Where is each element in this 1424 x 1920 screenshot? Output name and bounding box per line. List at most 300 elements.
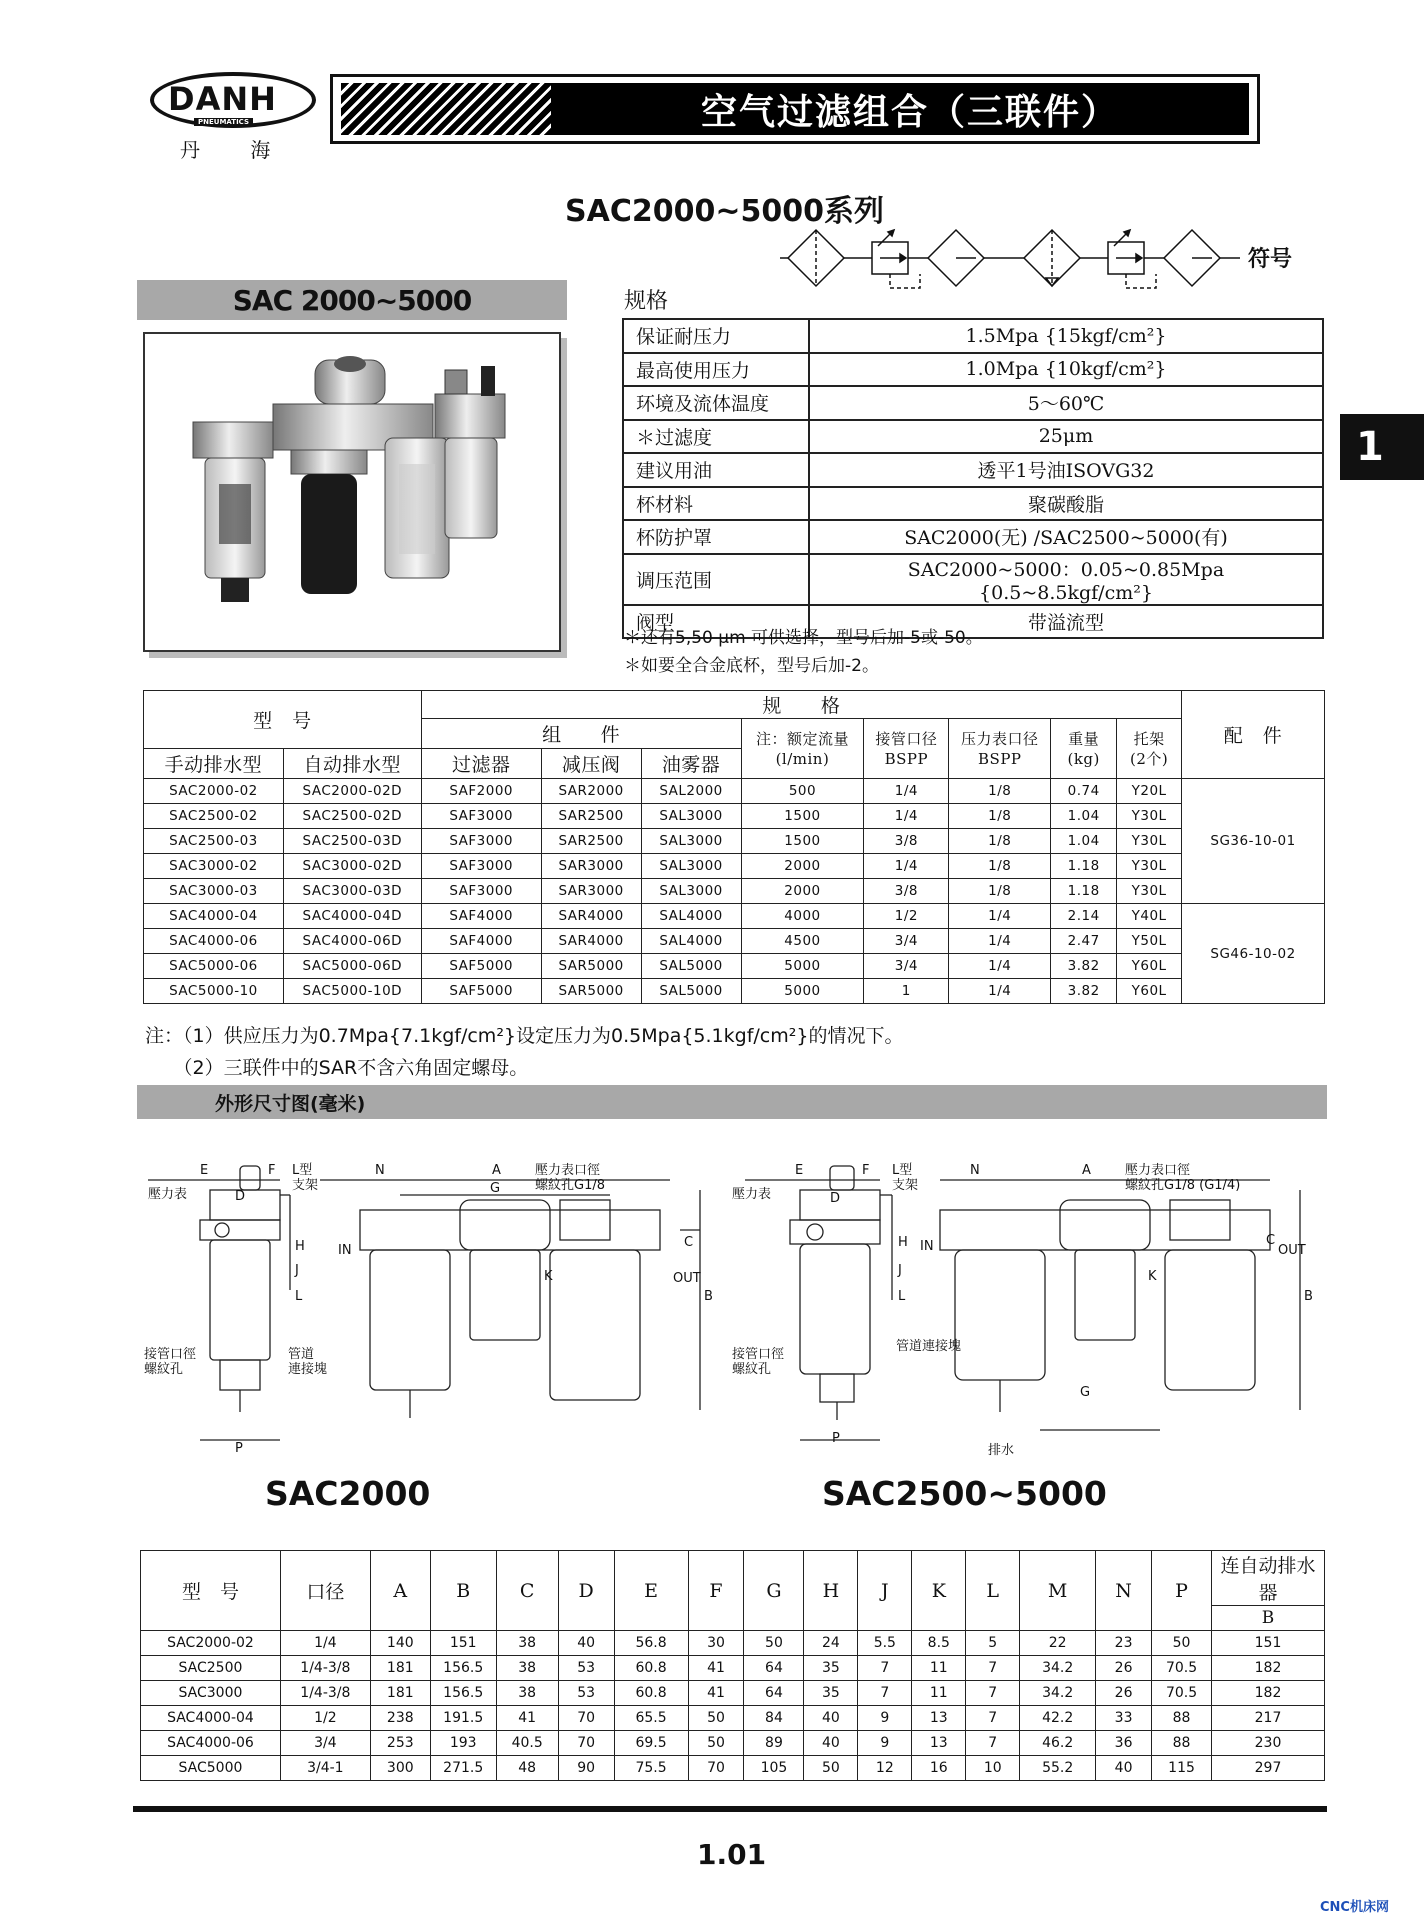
table-cell: 11	[912, 1656, 966, 1681]
svg-text:N: N	[375, 1163, 385, 1178]
table-cell: 3/4	[280, 1731, 370, 1756]
spec-value: 带溢流型	[809, 605, 1323, 639]
dimension-table-head	[141, 1551, 1325, 1631]
model-note: （2）三联件中的SAR不含六角固定螺母。	[145, 1057, 529, 1079]
spec-key: 杯材料	[623, 487, 809, 521]
dim-header: C	[496, 1551, 558, 1631]
col-gauge: 压力表口径 BSPP	[949, 719, 1051, 779]
table-cell: 7	[966, 1656, 1020, 1681]
footer-rule	[133, 1806, 1327, 1812]
table-row	[141, 1731, 1325, 1756]
col-manual: 手动排水型	[144, 749, 284, 779]
table-cell: SAC2500-03D	[283, 829, 421, 854]
table-cell: 40.5	[496, 1731, 558, 1756]
table-cell: 70	[688, 1756, 744, 1781]
table-cell: SAL5000	[641, 979, 741, 1004]
svg-text:D: D	[830, 1191, 841, 1206]
page-number: 1.01	[697, 1838, 767, 1871]
svg-text:F: F	[862, 1163, 870, 1178]
table-cell: Y60L	[1117, 954, 1182, 979]
table-cell: 64	[744, 1656, 804, 1681]
dim-header: E	[614, 1551, 688, 1631]
table-cell: SAC2500	[141, 1656, 281, 1681]
table-cell: SAR4000	[541, 929, 641, 954]
series-title: SAC2000~5000系列	[565, 194, 884, 229]
table-cell: 88	[1152, 1706, 1212, 1731]
table-cell: SAL3000	[641, 854, 741, 879]
table-cell: 1/4	[864, 854, 949, 879]
logo-text: DANH	[168, 80, 277, 118]
dim-header: M	[1020, 1551, 1096, 1631]
spec-row	[623, 453, 1323, 487]
table-cell: Y40L	[1117, 904, 1182, 929]
spec-row	[623, 319, 1323, 353]
dim-header: G	[744, 1551, 804, 1631]
spec-value: 聚碳酸脂	[809, 487, 1323, 521]
table-cell: 35	[804, 1656, 858, 1681]
table-cell: 1/4	[949, 954, 1051, 979]
table-cell: Y60L	[1117, 979, 1182, 1004]
table-cell: SAR2500	[541, 829, 641, 854]
table-cell: 70	[558, 1706, 614, 1731]
label-block-r: 管道連接塊	[896, 1339, 962, 1354]
table-cell: SAC2500-02D	[283, 804, 421, 829]
spec-key: 阀型	[623, 605, 809, 639]
spec-value: 1.5Mpa {15kgf/cm²}	[809, 319, 1323, 353]
table-cell: SAF5000	[421, 954, 541, 979]
svg-text:C: C	[684, 1235, 694, 1250]
table-cell: 69.5	[614, 1731, 688, 1756]
table-cell: Y30L	[1117, 854, 1182, 879]
table-cell: 55.2	[1020, 1756, 1096, 1781]
table-cell: SAF3000	[421, 879, 541, 904]
label-port: 接管口徑螺紋孔	[144, 1347, 197, 1377]
table-cell: 40	[804, 1731, 858, 1756]
table-cell: 2.14	[1051, 904, 1117, 929]
svg-text:F: F	[268, 1163, 276, 1178]
table-cell: 271.5	[430, 1756, 496, 1781]
table-cell: 182	[1212, 1681, 1325, 1706]
table-row	[144, 979, 1325, 1004]
table-cell: 12	[858, 1756, 912, 1781]
table-cell: SAL5000	[641, 954, 741, 979]
chapter-tab: 1	[1340, 414, 1424, 480]
table-cell: 34.2	[1020, 1656, 1096, 1681]
table-cell: 156.5	[430, 1656, 496, 1681]
table-cell: 60.8	[614, 1681, 688, 1706]
table-cell: SAC3000-02D	[283, 854, 421, 879]
table-cell: SAC4000-06	[141, 1731, 281, 1756]
spec-note: ＊还有5,50 μm 可供选择，型号后加-5或-50。	[624, 628, 983, 648]
dim-header: 型 号	[141, 1551, 281, 1631]
table-cell: 1/4	[280, 1631, 370, 1656]
brand-logo	[150, 72, 320, 162]
pneumatic-symbol-icon	[780, 222, 1240, 302]
logo-subtext: PNEUMATICS	[194, 118, 253, 126]
svg-text:C: C	[1266, 1233, 1276, 1248]
table-cell: SAC2000-02	[141, 1631, 281, 1656]
table-cell: 191.5	[430, 1706, 496, 1731]
col-spec: 规 格	[421, 691, 1181, 719]
table-cell: 90	[558, 1756, 614, 1781]
table-cell: 10	[966, 1756, 1020, 1781]
label-in: IN	[338, 1243, 352, 1258]
col-parts: 组 件	[421, 719, 741, 749]
svg-text:K: K	[1148, 1269, 1157, 1284]
table-cell: 26	[1096, 1681, 1152, 1706]
table-cell: 217	[1212, 1706, 1325, 1731]
label-gauge-r: 壓力表	[732, 1187, 772, 1202]
table-cell: SAC3000-03D	[283, 879, 421, 904]
table-cell: SAC5000-10	[144, 979, 284, 1004]
table-cell: SAL3000	[641, 829, 741, 854]
table-cell: 500	[741, 779, 864, 804]
dim-header: B	[430, 1551, 496, 1631]
dim-header: H	[804, 1551, 858, 1631]
dim-header: J	[858, 1551, 912, 1631]
table-cell: 23	[1096, 1631, 1152, 1656]
svg-text:N: N	[970, 1163, 980, 1178]
table-row	[144, 904, 1325, 929]
table-cell: SAF3000	[421, 829, 541, 854]
svg-text:J: J	[898, 1263, 902, 1278]
table-cell: 4000	[741, 904, 864, 929]
table-cell: 42.2	[1020, 1706, 1096, 1731]
spec-value: SAC2000(无) /SAC2500~5000(有)	[809, 520, 1323, 554]
table-cell: 50	[1152, 1631, 1212, 1656]
svg-text:P: P	[832, 1431, 840, 1446]
table-cell: SAF5000	[421, 979, 541, 1004]
table-cell: 0.74	[1051, 779, 1117, 804]
table-cell: 56.8	[614, 1631, 688, 1656]
spec-key: 环境及流体温度	[623, 386, 809, 420]
table-cell: 26	[1096, 1656, 1152, 1681]
table-cell: SAF4000	[421, 904, 541, 929]
svg-text:H: H	[898, 1235, 908, 1250]
table-cell: SAC5000-06	[144, 954, 284, 979]
table-cell: SAL2000	[641, 779, 741, 804]
table-cell: SAL3000	[641, 804, 741, 829]
spec-table	[622, 318, 1324, 639]
table-cell: 36	[1096, 1731, 1152, 1756]
svg-text:L: L	[295, 1289, 303, 1304]
table-cell: 181	[370, 1656, 430, 1681]
svg-text:A: A	[492, 1163, 501, 1178]
table-cell: 3.82	[1051, 979, 1117, 1004]
table-cell: 1500	[741, 804, 864, 829]
spec-value: 25μm	[809, 420, 1323, 454]
caption-right: SAC2500~5000	[822, 1474, 1107, 1513]
table-cell: 41	[688, 1681, 744, 1706]
table-cell: Y30L	[1117, 804, 1182, 829]
dim-header-auto-b: B	[1212, 1606, 1325, 1631]
table-cell: 46.2	[1020, 1731, 1096, 1756]
table-cell: 1/8	[949, 804, 1051, 829]
table-cell: 182	[1212, 1656, 1325, 1681]
table-cell: 22	[1020, 1631, 1096, 1656]
caption-left: SAC2000	[265, 1474, 431, 1513]
col-weight: 重量 (kg)	[1051, 719, 1117, 779]
spec-note: ＊如要全合金底杯，型号后加-2。	[624, 656, 879, 676]
svg-text:E: E	[795, 1163, 804, 1178]
svg-text:H: H	[295, 1239, 305, 1254]
table-cell: SAC5000-06D	[283, 954, 421, 979]
table-cell: 70.5	[1152, 1656, 1212, 1681]
table-cell: SAL3000	[641, 879, 741, 904]
spec-value: SAC2000~5000：0.05~0.85Mpa {0.5~8.5kgf/cm²}	[809, 554, 1323, 605]
dimension-drawings	[140, 1150, 1320, 1470]
svg-text:G: G	[490, 1181, 501, 1196]
table-cell: 50	[688, 1731, 744, 1756]
table-cell: 1/8	[949, 829, 1051, 854]
table-cell: 1/4-3/8	[280, 1681, 370, 1706]
table-row	[141, 1706, 1325, 1731]
spec-key: 调压范围	[623, 554, 809, 605]
model-note: 注：（1）供应压力为0.7Mpa{7.1kgf/cm²}设定压力为0.5Mpa{5.1kgf/cm²}的情况下。	[145, 1025, 904, 1047]
table-cell: 1.18	[1051, 879, 1117, 904]
dim-header: 口径	[280, 1551, 370, 1631]
table-cell: 65.5	[614, 1706, 688, 1731]
table-cell: Y50L	[1117, 929, 1182, 954]
col-accessory: 配 件	[1182, 691, 1325, 779]
table-row	[144, 804, 1325, 829]
table-cell: 3.82	[1051, 954, 1117, 979]
table-cell: 5000	[741, 979, 864, 1004]
spec-value: 透平1号油ISOVG32	[809, 453, 1323, 487]
table-cell: 48	[496, 1756, 558, 1781]
table-cell: 105	[744, 1756, 804, 1781]
table-cell: 8.5	[912, 1631, 966, 1656]
table-cell: 75.5	[614, 1756, 688, 1781]
table-cell: 1/4-3/8	[280, 1656, 370, 1681]
table-cell: SAR3000	[541, 879, 641, 904]
dim-header: A	[370, 1551, 430, 1631]
table-cell: 2000	[741, 854, 864, 879]
spec-row	[623, 386, 1323, 420]
table-cell: SAC4000-06D	[283, 929, 421, 954]
spec-row	[623, 554, 1323, 605]
table-cell: 1/4	[864, 804, 949, 829]
table-cell: 5.5	[858, 1631, 912, 1656]
table-cell: 1.18	[1051, 854, 1117, 879]
table-row	[144, 954, 1325, 979]
label-bracket-r: L型支架	[892, 1163, 919, 1193]
brand-cn-name: 丹 海	[180, 138, 293, 162]
table-cell: 7	[858, 1681, 912, 1706]
label-block: 管道連接塊	[288, 1347, 328, 1377]
table-cell: 16	[912, 1756, 966, 1781]
product-band: SAC 2000~5000	[137, 280, 567, 320]
label-port-r: 接管口徑螺紋孔	[732, 1347, 785, 1377]
spec-row	[623, 353, 1323, 387]
table-cell: SAC5000-10D	[283, 979, 421, 1004]
table-cell: SAF3000	[421, 804, 541, 829]
table-cell: 2000	[741, 879, 864, 904]
table-cell: 30	[688, 1631, 744, 1656]
col-port: 接管口径 BSPP	[864, 719, 949, 779]
dim-header: F	[688, 1551, 744, 1631]
product-photo	[143, 332, 561, 652]
model-table	[143, 690, 1325, 1004]
table-cell: SAC2000-02D	[283, 779, 421, 804]
label-bracket: L型支架	[292, 1163, 319, 1193]
spec-label: 规格	[624, 289, 669, 314]
table-cell: 88	[1152, 1731, 1212, 1756]
table-cell: 9	[858, 1706, 912, 1731]
table-cell: SAC3000	[141, 1681, 281, 1706]
label-gauge: 壓力表	[148, 1187, 188, 1202]
table-cell: 7	[966, 1731, 1020, 1756]
table-cell: 38	[496, 1656, 558, 1681]
table-cell: 24	[804, 1631, 858, 1656]
label-in-r: IN	[920, 1239, 934, 1254]
svg-text:E: E	[200, 1163, 209, 1178]
dim-header-auto: 连自动排水器	[1212, 1551, 1325, 1606]
table-row	[141, 1756, 1325, 1781]
table-cell: 156.5	[430, 1681, 496, 1706]
table-cell: 5	[966, 1631, 1020, 1656]
spec-row	[623, 520, 1323, 554]
accessory-cell: SG36-10-01	[1182, 779, 1325, 904]
col-bracket: 托架 (2个)	[1117, 719, 1182, 779]
svg-text:A: A	[1082, 1163, 1091, 1178]
dim-header: D	[558, 1551, 614, 1631]
table-cell: 13	[912, 1731, 966, 1756]
svg-text:G: G	[1080, 1385, 1091, 1400]
title-stripes	[341, 83, 551, 135]
table-cell: SAC5000	[141, 1756, 281, 1781]
table-row	[144, 779, 1325, 804]
table-cell: SAR4000	[541, 904, 641, 929]
table-cell: 40	[804, 1706, 858, 1731]
table-cell: 7	[966, 1706, 1020, 1731]
col-auto: 自动排水型	[283, 749, 421, 779]
col-regulator: 减压阀	[541, 749, 641, 779]
model-table-body	[144, 779, 1325, 1004]
dimension-table-body	[141, 1631, 1325, 1781]
table-cell: 7	[858, 1656, 912, 1681]
label-gauge-port-r: 壓力表口徑螺紋孔G1/8 (G1/4)	[1125, 1163, 1241, 1193]
symbol-label: 符号	[1248, 247, 1293, 272]
col-model: 型 号	[144, 691, 422, 749]
spec-key: 最高使用压力	[623, 353, 809, 387]
table-cell: SAR5000	[541, 954, 641, 979]
table-cell: 9	[858, 1731, 912, 1756]
svg-text:B: B	[1304, 1289, 1313, 1304]
table-row	[141, 1631, 1325, 1656]
spec-notes	[624, 624, 983, 680]
table-row	[141, 1681, 1325, 1706]
table-cell: 238	[370, 1706, 430, 1731]
table-cell: 1/4	[864, 779, 949, 804]
table-cell: 50	[804, 1756, 858, 1781]
table-cell: 34.2	[1020, 1681, 1096, 1706]
table-cell: 2.47	[1051, 929, 1117, 954]
watermark: CNC机床网	[1320, 1900, 1389, 1915]
table-cell: SAC2000-02	[144, 779, 284, 804]
table-cell: 53	[558, 1656, 614, 1681]
svg-text:B: B	[704, 1289, 713, 1304]
table-cell: 64	[744, 1681, 804, 1706]
table-cell: 230	[1212, 1731, 1325, 1756]
page-title: 空气过滤组合（三联件）	[700, 91, 1119, 133]
table-cell: 35	[804, 1681, 858, 1706]
table-cell: 253	[370, 1731, 430, 1756]
table-cell: 140	[370, 1631, 430, 1656]
table-cell: 53	[558, 1681, 614, 1706]
table-cell: SAC2500-02	[144, 804, 284, 829]
table-cell: 1/2	[864, 904, 949, 929]
svg-text:L: L	[898, 1289, 906, 1304]
table-cell: 38	[496, 1631, 558, 1656]
table-cell: 151	[430, 1631, 496, 1656]
svg-text:D: D	[235, 1189, 246, 1204]
table-cell: Y30L	[1117, 829, 1182, 854]
table-cell: 84	[744, 1706, 804, 1731]
table-cell: 3/4	[864, 954, 949, 979]
table-cell: Y20L	[1117, 779, 1182, 804]
table-cell: SAR2000	[541, 779, 641, 804]
dim-header: L	[966, 1551, 1020, 1631]
table-cell: 89	[744, 1731, 804, 1756]
table-cell: 181	[370, 1681, 430, 1706]
table-cell: 5000	[741, 954, 864, 979]
table-row	[144, 929, 1325, 954]
table-cell: 115	[1152, 1756, 1212, 1781]
table-cell: SAL4000	[641, 904, 741, 929]
col-lubricator: 油雾器	[641, 749, 741, 779]
table-cell: SAC3000-02	[144, 854, 284, 879]
table-cell: 1/4	[949, 979, 1051, 1004]
label-drain: 排水	[988, 1443, 1015, 1458]
table-cell: 1/4	[949, 929, 1051, 954]
table-cell: 50	[688, 1706, 744, 1731]
table-cell: SAC4000-04	[144, 904, 284, 929]
table-cell: 1/8	[949, 779, 1051, 804]
table-cell: 60.8	[614, 1656, 688, 1681]
svg-text:J: J	[295, 1263, 299, 1278]
table-cell: 1	[864, 979, 949, 1004]
table-cell: SAF3000	[421, 854, 541, 879]
table-cell: 297	[1212, 1756, 1325, 1781]
table-row	[144, 854, 1325, 879]
dim-header: N	[1096, 1551, 1152, 1631]
dim-header: K	[912, 1551, 966, 1631]
spec-value: 5～60℃	[809, 386, 1323, 420]
frl-unit-icon	[145, 334, 561, 652]
spec-value: 1.0Mpa {10kgf/cm²}	[809, 353, 1323, 387]
table-cell: SAL4000	[641, 929, 741, 954]
table-cell: 13	[912, 1706, 966, 1731]
table-cell: 193	[430, 1731, 496, 1756]
table-cell: 40	[558, 1631, 614, 1656]
table-cell: 3/8	[864, 829, 949, 854]
col-filter: 过滤器	[421, 749, 541, 779]
table-cell: 1/8	[949, 879, 1051, 904]
table-cell: 33	[1096, 1706, 1152, 1731]
table-cell: 41	[496, 1706, 558, 1731]
table-cell: 1/8	[949, 854, 1051, 879]
table-cell: SAR3000	[541, 854, 641, 879]
title-bar	[330, 74, 1260, 144]
table-cell: Y30L	[1117, 879, 1182, 904]
table-cell: SAC4000-06	[144, 929, 284, 954]
table-cell: 40	[1096, 1756, 1152, 1781]
table-cell: 70.5	[1152, 1681, 1212, 1706]
table-cell: 50	[744, 1631, 804, 1656]
table-cell: 11	[912, 1681, 966, 1706]
table-cell: SAR5000	[541, 979, 641, 1004]
